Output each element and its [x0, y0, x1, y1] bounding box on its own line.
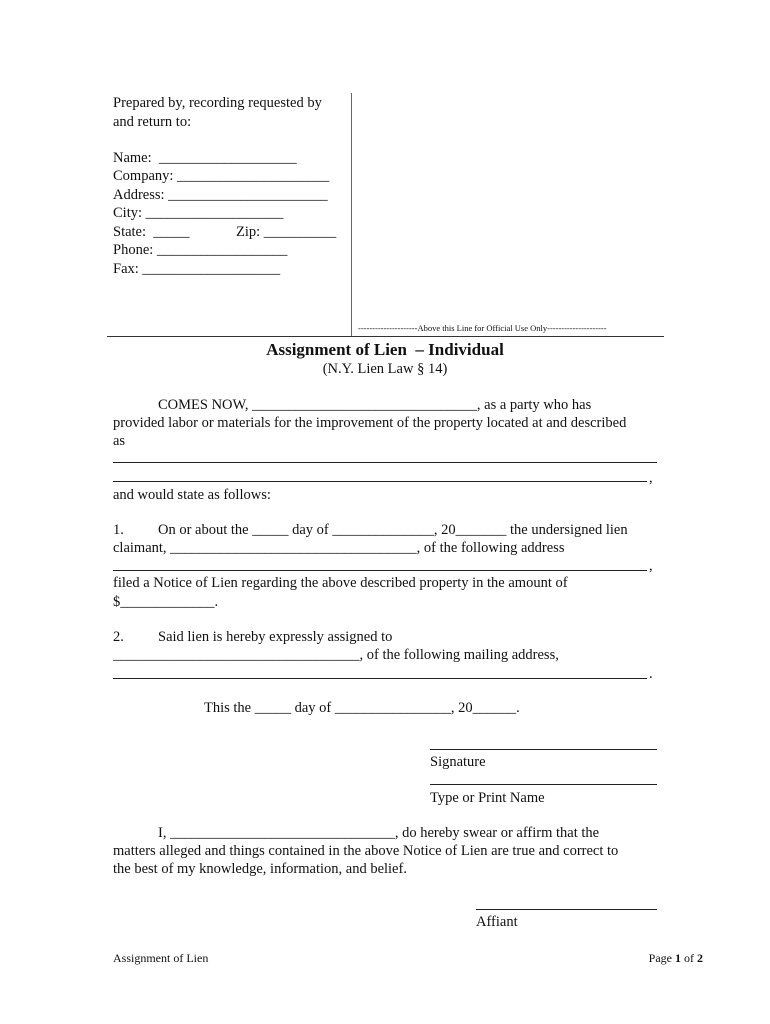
claimant-address-line[interactable]	[113, 570, 647, 571]
item-1-comma: ,	[649, 558, 653, 574]
zip-field[interactable]: Zip: __________	[236, 224, 337, 240]
intro-line-1: COMES NOW, _______________________________, as a party who has	[158, 397, 592, 413]
property-description-line-1[interactable]	[113, 462, 657, 463]
page-current: 1	[675, 951, 681, 965]
page-number	[600, 949, 703, 967]
assignee-address-line[interactable]	[113, 678, 647, 679]
page-total: 2	[697, 951, 703, 965]
affiant-label: Affiant	[476, 914, 518, 930]
item-1-number: 1.	[113, 522, 124, 538]
item-2-number: 2.	[113, 629, 124, 645]
print-name-line[interactable]	[430, 784, 657, 785]
address-field[interactable]: Address: ______________________	[113, 187, 328, 203]
return-to-label: and return to:	[113, 114, 192, 130]
fax-field[interactable]: Fax: ___________________	[113, 261, 281, 277]
phone-field[interactable]: Phone: __________________	[113, 242, 288, 258]
state-field[interactable]: State: _____	[113, 224, 190, 240]
item-2-period: .	[649, 666, 653, 682]
affirm-line-1: I, _______________________________, do hereby swear or affirm that the	[158, 825, 600, 841]
intro-comma: ,	[649, 470, 653, 486]
document-title: Assignment of Lien – Individual	[266, 340, 504, 359]
intro-line-2: provided labor or materials for the improvement of the property located at and described	[113, 415, 627, 431]
item-2-line-2: __________________________________, of the following mailing address,	[113, 647, 559, 663]
item-1-line-1: On or about the _____ day of ______________, 20_______ the undersigned lien	[158, 522, 628, 538]
signature-line[interactable]	[430, 749, 657, 750]
signature-label: Signature	[430, 754, 486, 770]
item-1-line-2: claimant, __________________________________, of the following address	[113, 540, 565, 556]
item-2-line-1: Said lien is hereby expressly assigned to	[158, 629, 393, 645]
property-description-line-2[interactable]	[113, 481, 647, 482]
page-of-word: of	[681, 951, 697, 965]
document-subtitle: (N.Y. Lien Law § 14)	[322, 361, 448, 377]
page-word: Page	[648, 951, 675, 965]
lien-amount-field[interactable]: $_____________.	[113, 594, 219, 610]
print-name-label: Type or Print Name	[430, 790, 545, 806]
date-line: This the _____ day of ________________, 20______.	[204, 700, 520, 716]
name-field[interactable]: Name: ___________________	[113, 150, 297, 166]
company-field[interactable]: Company: _____________________	[113, 168, 330, 184]
affiant-signature-line[interactable]	[476, 909, 657, 910]
prepared-by-heading: Prepared by, recording requested by	[113, 95, 322, 111]
official-use-notice: ---------------------Above this Line for Official Use Only---------------------	[358, 323, 607, 333]
item-1-line-3: filed a Notice of Lien regarding the above described property in the amount of	[113, 575, 568, 591]
recording-box-divider	[351, 93, 352, 336]
footer-doc-name: Assignment of Lien	[113, 951, 209, 965]
affirm-line-2: matters alleged and things contained in the above Notice of Lien are true and correct to	[113, 843, 619, 859]
affirm-line-3: the best of my knowledge, information, and belief.	[113, 861, 407, 877]
state-as-follows: and would state as follows:	[113, 487, 271, 503]
official-use-line	[107, 336, 664, 337]
city-field[interactable]: City: ___________________	[113, 205, 284, 221]
intro-line-3: as	[113, 433, 126, 449]
